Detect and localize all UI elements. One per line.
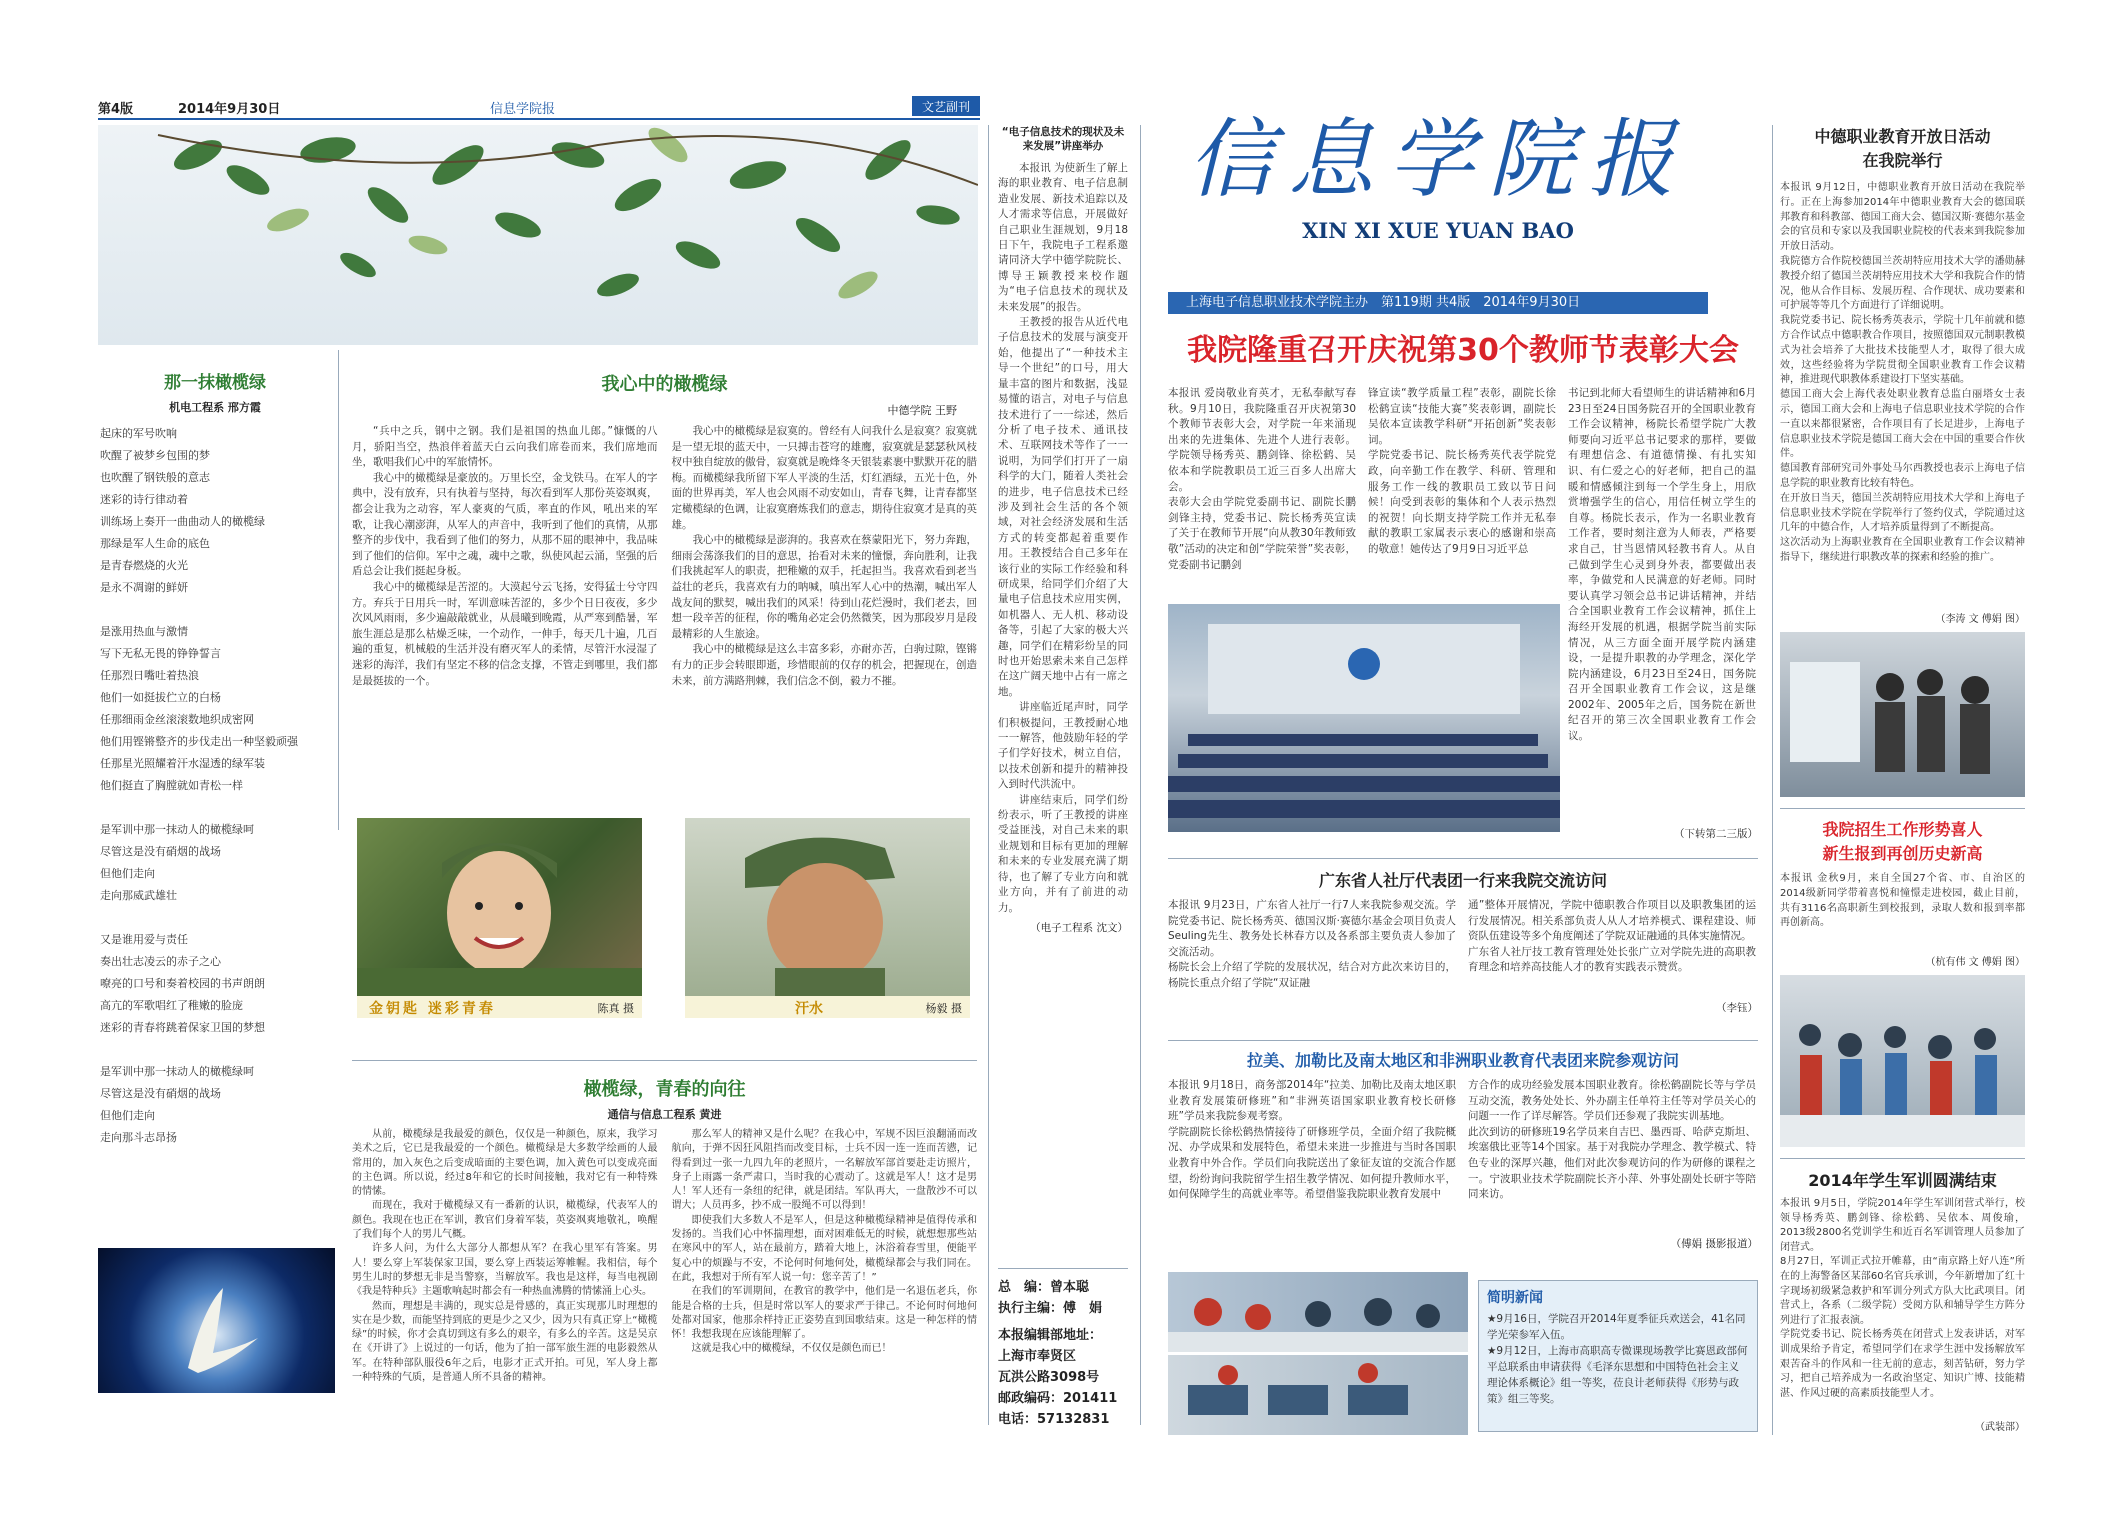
poem-line: 走向那斗志昂扬 (100, 1131, 177, 1144)
phone-label: 电话： (998, 1412, 1038, 1427)
guangdong-col1: 本报讯 9月23日，广东省人社厅一行7人来我院参观交流。学院党委书记、院长杨秀英、德国汉斯·赛德尔基金会项目负责人Seuling先生、教务处长林春方以及各系部主要负责人参加了交流活动。 杨院长会上介绍了学院的发展状况，结合对方此次来访目的，杨院长重点介绍了学院“双证融 (1168, 899, 1456, 989)
poem-line: 他们挺直了胸膛就如青松一样 (100, 779, 243, 792)
poem-line: 尽管这是没有硝烟的战场 (100, 1087, 221, 1100)
teachers-day-col2: 锋宣读“教学质量工程”表彰，副院长徐松鹤宣读“技能大赛”奖表彰调，副院长吴依本宣读教学科研“开拓创新”奖表彰词。 学院党委书记、院长杨秀英代表学院党政，向辛勤工作在教学、科研、管理和服务工作一线的教职员工致以节日问候！向受到表彰的集体和个人表示热烈的祝贺！向长期支持学院工作并无私奉献的教职工家属表示衷心的感谢和崇高的敬意！她传达了9月9日习近平总 (1368, 387, 1556, 555)
poem-line: 但他们走向 (100, 1109, 155, 1122)
essay2-paragraph: 而现在，我对于橄榄绿又有一番新的认识，橄榄绿，代表军人的颜色。我现在也正在军训，教官们身着军装，英姿飒爽地敬礼，唤醒了我们每个人的男儿气概。 (352, 1200, 658, 1241)
poem-line: 迷彩的青春将跳着保家卫国的梦想 (100, 1021, 265, 1034)
poem-line: 任那细雨金丝滚滚数地织成密网 (100, 713, 254, 726)
poem-line: 训练场上奏开一曲曲动人的橄榄绿 (100, 515, 265, 528)
military-training-article (1780, 1168, 2025, 1433)
essay2-paragraph: 这就是我心中的橄榄绿，不仅仅是颜色而已！ (691, 1343, 892, 1355)
lecture-paragraph: 本报讯 为使新生了解上海的职业教育、电子信息制造业发展、新技术追踪以及人才需求等信息，开展做好自己职业生涯规划，9月18日下午，我院电子工程系邀请同济大学中德学院院长、博导王颖教授来校作题为“电子信息技术的现状及未来发展”的报告。 (998, 162, 1128, 313)
masthead-banner (1168, 292, 1708, 314)
lecture-paragraph: 讲座结束后，同学们纷纷表示，听了王教授的讲座受益匪浅，对自己未来的职业规划和目标有更加的理解和未来的专业发展充满了期待，也了解了专业方向和就业方向，并有了前进的动力。 (998, 793, 1128, 914)
lecture-credit: （电子工程系 沈文） (1030, 921, 1128, 934)
military-training-credit: （武装部） (1975, 1422, 2025, 1433)
poem-olive-green (100, 368, 330, 1248)
essay-paragraph: 我心中的橄榄绿是澎湃的。我喜欢在蔡蒙阳光下，努力奔跑，细雨会荡涤我们的目的意思，抬看对未来的憧憬，奔向胜利，让我们我挑起军人的职责，把稚嫩的双手，托起担当。我喜欢看到老当益壮的老兵，我喜欢有力的呐喊，嗔出军人心中的热潮，喊出军人战友间的默契，喊出我们的风采！待到山花烂漫时，我们老去，回想一段辛苦的征程，你的嘴角必定会仍然微笑，因为那段岁月是段最精彩的人生旅途。 (671, 534, 977, 640)
chief-editor: 曾本聪 (1050, 1280, 1090, 1295)
address-line2: 瓦洪公路3098号 (998, 1370, 1100, 1385)
lecture-paragraph: 讲座临近尾声时，同学们积极提问，王教授耐心地一一解答，他鼓励年轻的学子们学好技术，树立自信，以技术创新和提升的精神投入到时代洪流中。 (998, 701, 1128, 791)
recruit-top-rule (1780, 808, 2025, 809)
soldier-profile-photo (685, 818, 970, 996)
visitors-photo-2 (1168, 1355, 1468, 1435)
poem-line: 又是谁用爱与责任 (100, 933, 188, 946)
essay-paragraph: “兵中之兵，钢中之钢。我们是祖国的热血儿郎。”慷慨的八月，骄阳当空，热浪伴着蓝天白云向我们席卷而来，我们席地而坐，歌唱我们心中的军旅情怀。 (352, 425, 658, 469)
latin-america-col2: 方合作的成功经验发展本国职业教育。徐松鹤副院长等与学员互动交流，教务处处长、外办副主任单符主任等对学员关心的问题一一作了详尽解答。学员们还参观了我院实训基地。 此次到访的研修班19名学员来自吉巴、墨西哥、哈萨克斯坦、埃塞俄比亚等14个国家。基于对我院办学理念、教学模式、特色专业的深厚兴趣，他们对此次参观访问的作为研修的课程之一。宁波职业技术学院副院长齐小萍、外事处副处长研宇等陪同来访。 (1468, 1079, 1756, 1201)
sino-german-body: 本报讯 9月12日，中德职业教育开放日活动在我院举行。正在上海参加2014年中德职业教育大会的德国联邦教育和科教部、德国工商大会、德国汉斯·赛德尔基金会的官员和专家以及我国职业院校的代表来到我院参加开放日活动。 我院德方合作院校德国兰茨胡特应用技术大学的潘勋赫教授介绍了德国兰茨胡特应用技术大学和我院合作的情况，他从合作目标、发展历程、合作现状、成功要素和可护展等等几个方面进行了详细说明。 我院党委书记、院长杨秀英表示，学院十几年前就和德方合作试点中德职教合作项目，按照德国双元制职教模式为社会培养了大批技术技能型人才，取得了很大成效，这些经验将为学院贯彻全国职业教育工作会议精神，推进现代职教体系建设打下坚实基础。 德国工商大会上海代表处职业教育总监白丽塔女士表示，德国工商大会和上海电子信息职业技术学院的合作一直以来都很紧密，合作项目有了长足进步，上海电子信息职业技术学院是德国工商大会在中国的重要合作伙伴。 德国教育部研究司外事处马尔西教授也表示上海电子信息学院的职业教育比较有特色。 在开放日当天，德国兰茨胡特应用技术大学和上海电子信息职业技术学院在学院举行了签约仪式，学院通过这几年的中德合作，人才培养质量得到了不断提高。 这次活动为上海职业教育在全国职业教育工作会议精神指导下，继续进行职教改革的探索和经验的推广。 (1780, 182, 2025, 563)
poem-line: 是涨用热血与激情 (100, 625, 188, 638)
essay2-paragraph: 从前，橄榄绿是我最爱的颜色，仅仅是一种颜色，原来，我学习美术之后，它已是我最爱的一个颜色。橄榄绿是大多数学绘画的人最常用的，加入灰色之后变成暗面的主要色调，加入黄色可以变成亮面的主色调。所以说，经过8年和它的长时间接触，我对它有一种特殊的情愫。 (352, 1129, 658, 1198)
stanza-gap (100, 599, 330, 621)
essay-paragraph: 我心中的橄榄绿是寂寞的。曾经有人问我什么是寂寞？寂寞就是一望无垠的蓝天中，一只搏击苍穹的雄鹰，寂寞就是瑟瑟秋风枝杈中独自绽放的傲骨，寂寞就是晚烽冬天银装素裹中默默开花的腊梅。而橄榄绿我所留下军人平淡的生活，灯红酒绿，五光十色，外面的世界再美，军人也会风雨不动安如山，青春飞舞，让青春都坚定橄榄绿的色调，让寂寞磨炼我们的意志，期待住寂寞才是真的英雄。 (671, 425, 977, 531)
masthead (1168, 110, 1708, 265)
essay-paragraph: 我心中的橄榄绿是这么丰富多彩，亦耐亦苦，白驹过隙，铿锵有力的正步会转眼即逝，珍惜眼前的仅存的机会，把握现在，创造未来，前方满路荆棘，我们信念不倒，毅力不摧。 (671, 643, 977, 687)
poem-lines (100, 423, 330, 1149)
military-training-body: 本报讯 9月5日，学院2014年学生军训闭营式举行，校领导杨秀英、鹏剑锋、徐松鹤、吴依本、周俊瑜，2013级2800名党训学生和近百名军训管理人员参加了闭营式。 8月27日，军训正式拉开帷幕，由“南京路上好八连”所在的上海警备区某部60名官兵承训，今年新增加了红十字现场初级紧急救护和军训分列式方队大比武项目。闭营式上，各系（二级学院）受阅方队和辅导学生方阵分列进行了汇报表演。 学院党委书记、院长杨秀英在闭营式上发表讲话，对军训成果给予肯定，希望同学们在求学生涯中发扬解放军艰苦奋斗的作风和一往无前的意志，刻苦钻研，努力学习，把自己培养成为一名政治坚定、知识广博、技能精湛、作风过硬的高素质技能型人才。 (1780, 1198, 2025, 1399)
poem-line: 任那星光照耀着汗水湿透的绿军装 (100, 757, 265, 770)
poem-line: 也吹醒了钢铁般的意志 (100, 471, 210, 484)
phone-number: 57132831 (1037, 1412, 1110, 1427)
poem-line: 他们一如挺拔伫立的白杨 (100, 691, 221, 704)
essay2-body (352, 1128, 977, 1435)
lecture-news (998, 125, 1128, 1265)
section-badge: 文艺副刊 (912, 96, 980, 116)
news-col-left-rule (988, 125, 989, 1425)
camouflage-girl-photo (357, 818, 642, 996)
sino-german-credit: （李涛 文 傅娟 图） (1935, 614, 2025, 625)
latin-america-col1: 本报讯 9月18日，商务部2014年“拉美、加勒比及南太地区职业教育发展策研修班”和“非洲英语国家职业教育校长研修班”学员来我院参观考察。 学院副院长徐松鹤热情接待了研修班学员，全面介绍了我院概况、办学成果和发展特色，希望未来进一步推进与当时各国职业教育中外合作。学员们向我院送出了象征友谊的交流合作愿望，纷纷询问我院留学生招生教学情况、如何提升教师水平，如何保障学生的高就业率等。希望借鉴我院职业教育发展中 (1168, 1079, 1456, 1201)
essay-body (352, 424, 977, 810)
masthead-pinyin: XIN XI XUE YUAN BAO (1302, 218, 1574, 243)
paper-name-small: 信息学院报 (490, 102, 556, 116)
recruitment-title: 我院招生工作形势喜人 新生报到再创历史新高 (1822, 820, 1983, 863)
issue-date: 2014年9月30日 (178, 102, 281, 116)
poem-line: 那绿是军人生命的底色 (100, 537, 210, 550)
essay2-paragraph: 然而，理想是丰满的，现实总是骨感的，真正实现那儿时理想的实在是少数，而能坚持到底的更是少之又少，因为只有真正穿上“橄榄绿”的时候，你才会真切到这有多么的艰辛，有多么的辛苦。这是吴京在《开讲了》上说过的一句话，他为了拍一部军旅生涯的电影毅然从军。在特种部队服役6年之后，电影才正式开拍。可见，军人身上都一种特殊的气质，是普通人所不具备的精神。 (352, 1300, 658, 1384)
brief-news-title: 简明新闻 (1487, 1290, 1543, 1306)
recruitment-body: 本报讯 金秋9月，来自全国27个省、市、自治区的2014级新同学带着喜悦和憧憬走进校园，截止目前，共有3116名高职新生到校报到，录取人数和报到率都再创新高。 (1780, 873, 2025, 929)
essay-author: 中德学院 王野 (887, 404, 957, 417)
essay2-paragraph: 即使我们大多数人不是军人，但是这种橄榄绿精神是值得传承和发扬的。当我们心中怀揣理想，面对困难低无的时候，就想想那些站在寒风中的军人，站在最前方，踏着大地上，沐浴着春雪里，便能平复心中的烦躁与不安，不论何时何地何处，橄榄绿都会与我们同在。在此，我想对于所有军人说一句：您辛苦了！” (671, 1214, 977, 1283)
recruitment-article (1780, 818, 2025, 968)
essay2-paragraph: 在我们的军训期间，在教官的教学中，他们是一名退伍老兵，你能是合格的士兵，但是时常以军人的要求严于律己。不论何时何地何处都对国家，他那余样持正正姿势直到国歌结束。这是一种怎样的情怀！我想我现在应该能理解了。 (671, 1286, 977, 1341)
poem-line: 起床的军号吹响 (100, 427, 177, 440)
photo2-caption-bar (685, 996, 970, 1018)
guangdong-col2: 通”整体开展情况，学院中德职教合作项目以及职教集团的运行发展情况。相关系部负责人从人才培养模式、课程建设、师资队伍建设等多个角度阐述了学院双证融通的具体实施情况。 广东省人社厅技工教育管理处处长张广立对学院先进的高职教育理念和培养高技能人才的教育实践表示赞赏。 (1468, 899, 1756, 974)
news-col-right-rule (1140, 125, 1141, 1425)
zip-label: 邮政编码： (998, 1391, 1064, 1406)
poem-line: 是青春燃烧的火光 (100, 559, 188, 572)
teachers-day-title: 我院隆重召开庆祝第30个教师节表彰大会 (1187, 333, 1739, 368)
exec-editor-label: 执行主编： (998, 1301, 1064, 1316)
masthead-subinfo: 上海电子信息职业技术学院主办 第119期 共4版 2014年9月30日 (1186, 295, 1581, 310)
guangdong-article (1168, 868, 1758, 1028)
la-top-rule (1168, 1040, 1758, 1041)
brief-news-item: ★9月12日，上海市高职高专微课现场教学比赛恩政部何平总联系由申请获得《毛泽东思想和中国特色社会主义理论体系概论》组一等奖，莅良计老师获得《形势与政策》组三等奖。 (1487, 1345, 1748, 1405)
recruitment-credit: （杭有伟 文 傅娟 图） (1925, 957, 2025, 968)
essay-olive-green-youth (352, 1075, 977, 1435)
essay2-paragraph: 许多人问，为什么大部分人都想从军？在我心里军有答案。男人！要么穿上军装保家卫国，要么穿上西装运筹帷幄。我相信，每个男生儿时的梦想无非是当警察，当解放军。我也是这样，每当电视剧《我是特种兵》主题歌响起时都会有一种热血沸腾的情愫涌上心头。 (352, 1243, 658, 1298)
essay2-paragraph: 那么军人的精神又是什么呢？在我心中，军规不因巨浪翻涌而改航向，于弹不因狂风阻挡而改变目标，士兵不因一连一连而苦懑，记得看到过一张一九四九年的老照片，一名解放军部首要赴走访照片，身子上雨露一条严肃口，当时我的心震动了。这就是军人！这才是男人！军人还有一条纽的纪律，就是团结。军队再大，一盘散沙不可以谓大；人员再多，抄不成一股绳不可以得到！ (671, 1129, 977, 1212)
photo1-caption: 金钥匙 迷彩青春 (369, 1001, 496, 1017)
visitors-photo-1 (1168, 1272, 1468, 1352)
address-label: 本报编辑部地址： (998, 1328, 1103, 1343)
lecture-title: “电子信息技术的现状及未来发展”讲座举办 (1001, 126, 1125, 152)
header-rule (98, 118, 980, 120)
lecture-body (998, 161, 1128, 916)
right-col-divider (1772, 125, 1773, 1435)
photo2-credit: 杨毅 摄 (925, 1002, 962, 1015)
essay-paragraph: 我心中的橄榄绿是豪放的。万里长空，金戈铁马。在军人的字典中，没有放弃，只有执着与坚持，每次看到军人那份英姿飒爽，都会让我为之动容，军人豪爽的气质，率直的作风，吼出来的军歌，让我心潮澎湃，从军人的声音中，我听到了他们的真情，从那整齐的步伐中，我看到了他们的努力，从那不屈的眼神中，我品味到了他们的信仰。军中之魂，魂中之歌，纵使风起云涌，坚强的后盾总会让我们挺起身板。 (352, 471, 658, 578)
poem-line: 是永不凋谢的鲜妍 (100, 581, 188, 594)
left-header (98, 96, 980, 116)
latin-america-credit: （傅娟 摄影报道） (1670, 1238, 1758, 1250)
essay-title: 我心中的橄榄绿 (601, 374, 728, 395)
editorial-box (998, 1268, 1128, 1433)
essay2-author: 通信与信息工程系 黄进 (607, 1108, 722, 1121)
stanza-gap (100, 907, 330, 929)
poem-title: 那一抹橄榄绿 (164, 373, 266, 393)
zip-code: 201411 (1063, 1391, 1118, 1406)
poem-line: 吹醒了被梦乡包围的梦 (100, 449, 210, 462)
teachers-day-more: （下转第二三版） (1674, 828, 1758, 840)
military-training-title: 2014年学生军训圆满结束 (1808, 1171, 1997, 1190)
brief-news-item: ★9月16日，学院召开2014年夏季征兵欢送会，41名同学光荣参军入伍。 (1487, 1313, 1746, 1341)
poem-line: 但他们走向 (100, 867, 155, 880)
essay-paragraph: 我心中的橄榄绿是苦涩的。大漠起兮云飞扬，安得猛士兮守四方。弃兵于日用兵一时，军训意味苦涩的，多少个日日夜夜，多少次风风雨雨，多少遍敲敲就业，从晨曦到晚霞，从严寒到酷暑，军旅生涯总是那么枯燥乏味，一个动作，一伸手，每天几十遍，几百遍的重复，机械般的生活并没有磨灭军人的柔情，尽管汗水浸湿了迷彩的海洋，我们有坚定不移的信念支撑，不管走到哪里，我们都是最挺拔的一个。 (352, 580, 658, 687)
latin-america-title: 拉美、加勒比及南太地区和非洲职业教育代表团来院参观访问 (1246, 1051, 1679, 1070)
leaves-banner-image (98, 125, 978, 345)
poem-author: 机电工程系 邢方霞 (169, 401, 261, 414)
sino-german-article (1780, 125, 2025, 625)
page-number: 第4版 (98, 102, 134, 116)
essay-my-olive-green (352, 370, 977, 810)
registration-photo (1780, 975, 2025, 1147)
military-top-rule (1780, 1158, 2025, 1159)
exec-editor: 傅 娟 (1063, 1301, 1103, 1316)
poem-line: 写下无私无畏的铮铮誓言 (100, 647, 221, 660)
address-line1: 上海市奉贤区 (998, 1349, 1077, 1364)
gd-top-rule (1168, 858, 1758, 859)
poem-line: 任那烈日嘴吐着热浪 (100, 669, 199, 682)
brief-news-list (1487, 1311, 1749, 1407)
poem-line: 尽管这是没有硝烟的战场 (100, 845, 221, 858)
ceremony-photo (1168, 604, 1560, 832)
poem-line: 高亢的军歌唱红了稚嫩的脸庞 (100, 999, 243, 1012)
poem-line: 是军训中那一抹动人的橄榄绿呵 (100, 1065, 254, 1078)
guangdong-credit: （李钰） (1716, 1002, 1758, 1014)
poem-line: 迷彩的诗行律动着 (100, 493, 188, 506)
masthead-title: 信息学院报 (1188, 110, 1688, 210)
guangdong-title: 广东省人社厅代表团一行来我院交流访问 (1318, 871, 1607, 890)
poem-line: 走向那威武雄壮 (100, 889, 177, 902)
left-col-divider (338, 350, 339, 830)
essay2-title: 橄榄绿，青春的向往 (583, 1079, 746, 1100)
stanza-gap (100, 1039, 330, 1061)
poem-line: 奏出壮志凌云的赤子之心 (100, 955, 221, 968)
teachers-day-col3: 书记到北师大看望师生的讲话精神和6月23日至24日国务院召开的全国职业教育工作会议精神，杨院长希望学院广大教师要向习近平总书记要求的那样，要做有理想信念、有道德情操、有扎实知识、有仁爱之心的好老师，把自己的温暖和情感倾注到每一个学生身上，用欣赏增强学生的信心，用信任树立学生的自尊。杨院长表示，作为一名职业教育工作者，要时刻注意为人师表，严格要求自己，甘当恩情风轻教书育人。从自己做到学生心灵到身外表，都要做出表率，争做党和人民满意的好老师。同时要认真学习领会总书记讲话精神，并结合全国职业教育工作会议精神，抓住上海经开发展的机遇，根据学院当前实际情况，从三方面全面开展学院内涵建设，一是提升职教的办学理念，深化学院内涵建设，6月23日至24日，国务院召开全国职业教育工作会议，这是继2002年、2005年之后，国务院在新世纪召开的第三次全国职业教育工作会议。 (1568, 387, 1756, 743)
stanza-gap (100, 797, 330, 819)
poem-line: 嘹亮的口号和奏着校园的书声朗朗 (100, 977, 265, 990)
essay-separator (352, 1060, 977, 1061)
teachers-day-col1: 本报讯 爱岗敬业育英才，无私奉献写春秋。9月10日，我院隆重召开庆祝第30个教师节表彰大会，对学院一年来涌现出来的先进集体、先进个人进行表彰。学院领导杨秀英、鹏剑锋、徐松鹤、吴依本和学院教职员工近三百多人出席大会。 表彰大会由学院党委副书记、副院长鹏剑锋主持，党委书记、院长杨秀英宣读了关于在教师节开展“向从教30年教师致敬”活动的决定和创“学院荣誉”奖表彰，党委副书记鹏剑 (1168, 387, 1356, 571)
poem-line: 他们用铿锵整齐的步伐走出一种坚毅顽强 (100, 735, 298, 748)
poem-line: 是军训中那一抹动人的橄榄绿呵 (100, 823, 254, 836)
lecture-paragraph: 王教授的报告从近代电子信息技术的发展与演变开始，他提出了“一种技术主导一个世纪”的口号，用大量丰富的图片和数据，浅显易懂的语言，对电子与信息技术进行了一一综述，然后分析了电子技术、通讯技术、互联网技术等作了一一说明，为同学们打开了一扇科学的大门，随着人类社会的进步，电子信息技术已经涉及到社会生活的各个领域，对社会经济发展和生活方式的转变都起着重要作用。王教授结合自己多年在该行业的实际工作经验和科研成果，给同学们介绍了大量电子信息技术应用实例，如机器人、无人机、移动设备等，引起了大家的极大兴趣，同学们在精彩纷呈的同时也开始思索未来自己怎样在这广阔天地中占有一席之地。 (998, 316, 1128, 698)
sino-german-title: 中德职业教育开放日活动 在我院举行 (1814, 127, 1991, 170)
chief-editor-label: 总 编： (998, 1280, 1051, 1295)
latin-america-article (1168, 1048, 1758, 1263)
brief-news-box (1478, 1280, 1758, 1432)
seagull-image (98, 1248, 335, 1393)
photo2-caption: 汗水 (795, 1001, 823, 1017)
open-day-photo (1780, 632, 2025, 797)
photo1-caption-bar (357, 996, 642, 1018)
photo1-credit: 陈真 摄 (597, 1002, 634, 1015)
